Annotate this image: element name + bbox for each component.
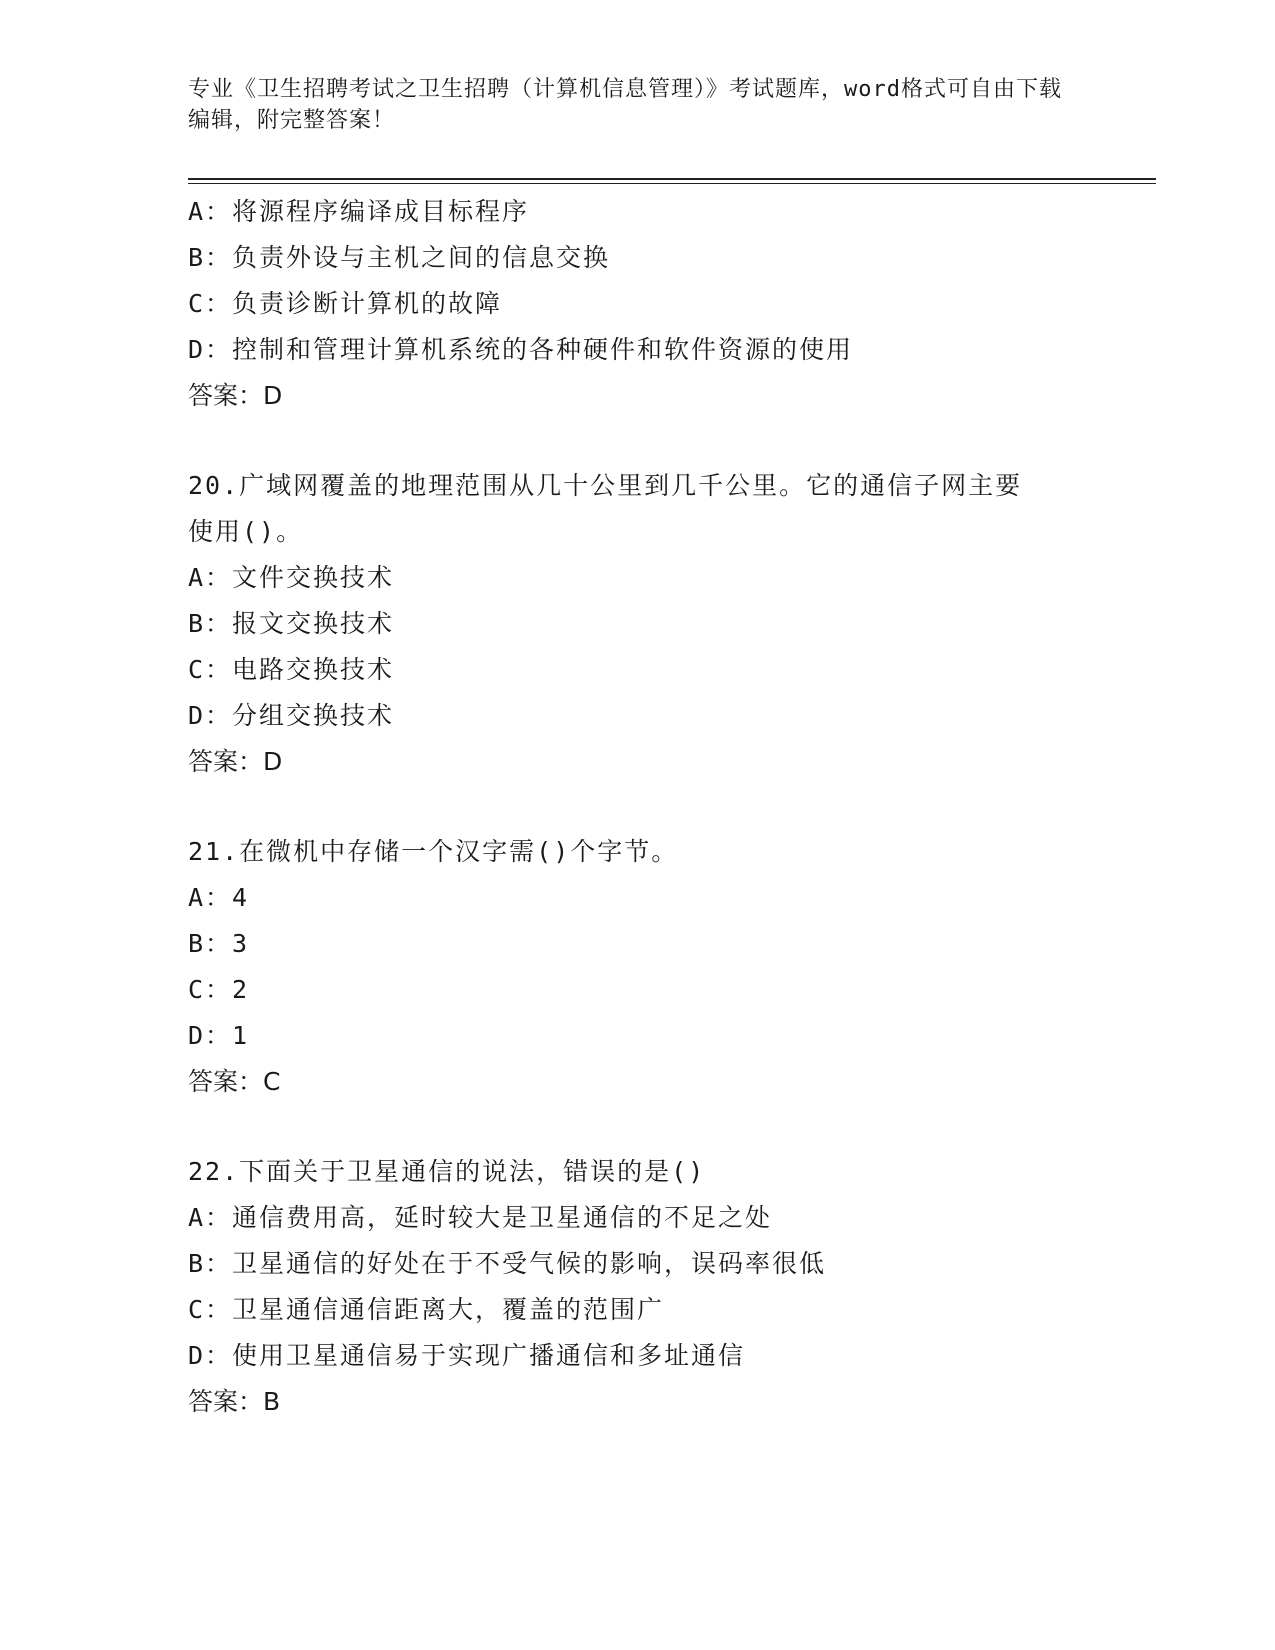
header-divider-thin [188, 183, 1156, 184]
answer-line: 答案：B [188, 1387, 281, 1416]
header-divider-thick [188, 178, 1156, 180]
question-20 [188, 463, 1088, 785]
question-19 [188, 189, 1088, 419]
option-c: C：2 [188, 975, 250, 1004]
question-spacer [188, 1105, 1088, 1149]
option-a: A：将源程序编译成目标程序 [188, 197, 530, 226]
option-a: A：文件交换技术 [188, 563, 395, 592]
option-a: A：通信费用高，延时较大是卫星通信的不足之处 [188, 1203, 773, 1232]
option-d: D：使用卫星通信易于实现广播通信和多址通信 [188, 1341, 746, 1370]
option-d: D：1 [188, 1021, 250, 1050]
option-d: D：分组交换技术 [188, 701, 395, 730]
question-21 [188, 829, 1088, 1105]
option-b: B：卫星通信的好处在于不受气候的影响，误码率很低 [188, 1249, 827, 1278]
question-spacer [188, 785, 1088, 829]
option-c: C：电路交换技术 [188, 655, 395, 684]
question-stem: 21.在微机中存储一个汉字需()个字节。 [188, 837, 679, 866]
answer-line: 答案：D [188, 381, 283, 410]
option-c: C：卫星通信通信距离大，覆盖的范围广 [188, 1295, 665, 1324]
question-list [188, 189, 1088, 1425]
answer-line: 答案：D [188, 747, 283, 776]
option-a: A：4 [188, 883, 250, 912]
question-stem-continued: 使用()。 [188, 517, 304, 546]
option-b: B：报文交换技术 [188, 609, 395, 638]
option-b: B：3 [188, 929, 250, 958]
question-stem: 20.广域网覆盖的地理范围从几十公里到几千公里。它的通信子网主要 [188, 471, 1023, 500]
document-intro: 专业《卫生招聘考试之卫生招聘（计算机信息管理）》考试题库，word格式可自由下载编辑，附完整答案！ [188, 77, 1062, 133]
option-c: C：负责诊断计算机的故障 [188, 289, 503, 318]
option-d: D：控制和管理计算机系统的各种硬件和软件资源的使用 [188, 335, 854, 364]
answer-line: 答案：C [188, 1067, 281, 1096]
question-22 [188, 1149, 1088, 1425]
option-b: B：负责外设与主机之间的信息交换 [188, 243, 611, 272]
question-stem: 22.下面关于卫星通信的说法，错误的是() [188, 1157, 706, 1186]
question-spacer [188, 419, 1088, 463]
